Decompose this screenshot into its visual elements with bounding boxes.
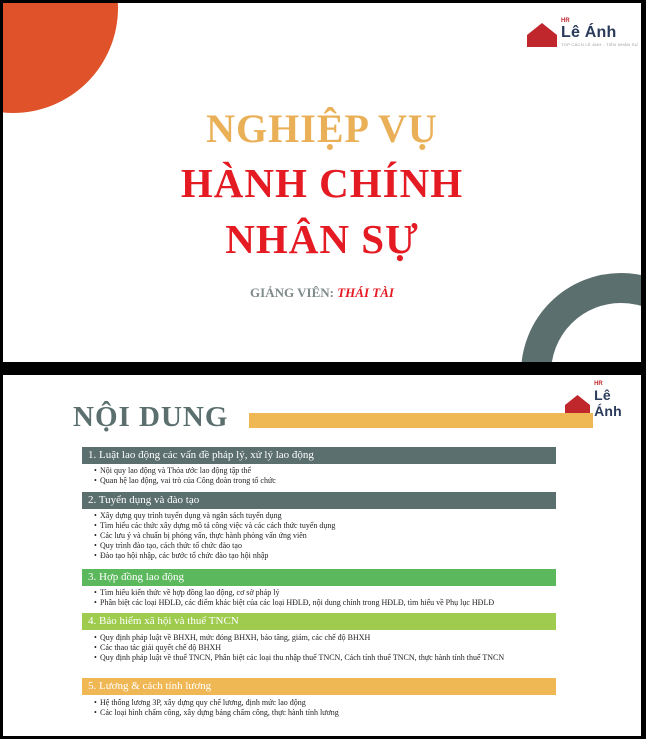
title-slide — [3, 3, 641, 362]
list-item: • Nội quy lao động và Thỏa ước lao động tập thể — [94, 466, 554, 476]
list-item: • Quy định pháp luật về thuế TNCN, Phân biệt các loại thu nhập thuế TNCN, Cách tính thuế TNCN, thực hành tính thuế TNCN — [94, 653, 554, 663]
lecturer-label: GIẢNG VIÊN: — [250, 285, 334, 300]
list-item: • Phân biệt các loại HĐLĐ, các điểm khác biệt của các loại HĐLĐ, nội dung chính trong HĐLĐ, tìm hiểu về Phụ lục HĐLĐ — [94, 598, 554, 608]
section-items-2 — [94, 511, 554, 561]
section-items-4 — [94, 633, 554, 663]
decor-circle-top-left — [3, 3, 118, 113]
title-line-2: HÀNH CHÍNH — [180, 160, 464, 206]
section-items-5 — [94, 698, 554, 718]
list-item: • Xây dựng quy trình tuyển dụng và ngân sách tuyển dụng — [94, 511, 554, 521]
logo-name: Lê Ánh — [561, 23, 617, 41]
section-title: 1. Luật lao động các vấn đề pháp lý, xử lý lao động — [88, 449, 314, 461]
section-header-1 — [82, 447, 556, 464]
contents-slide — [3, 375, 641, 736]
section-title: 4. Bảo hiểm xã hội và thuế TNCN — [88, 615, 239, 627]
section-header-5 — [82, 678, 556, 695]
list-item: • Đào tạo hội nhập, các bước tổ chức đào tạo hội nhập — [94, 551, 554, 561]
section-items-3 — [94, 588, 554, 608]
section-header-3 — [82, 569, 556, 586]
lecturer-name: THÁI TÀI — [337, 285, 394, 300]
lecturer-line — [3, 285, 641, 301]
heading-accent-bar — [249, 413, 593, 428]
logo-hr: HR — [561, 17, 570, 24]
title-line-3: NHÂN SỰ — [225, 216, 419, 262]
list-item: • Quy trình đào tạo, cách thức tổ chức đào tạo — [94, 541, 554, 551]
list-item: • Quan hệ lao động, vai trò của Công đoàn trong tổ chức — [94, 476, 554, 486]
logo-mark-icon — [527, 23, 557, 47]
company-logo — [527, 17, 639, 47]
logo-tagline: TOP CÁCH LÊ ÁNH - TIÊN NHÂN SỰ — [561, 41, 639, 47]
title-line-1: NGHIỆP VỤ — [206, 106, 438, 151]
list-item: • Tìm hiểu các thức xây dựng mô tả công việc và các cách thức tuyển dụng — [94, 521, 554, 531]
section-title: 2. Tuyển dụng và đào tạo — [88, 494, 200, 506]
logo-name: Lê Ánh — [594, 387, 622, 419]
section-title: 5. Lương & cách tính lương — [88, 680, 212, 692]
logo-mark-icon — [565, 393, 590, 413]
section-header-2 — [82, 492, 556, 509]
list-item: • Các lưu ý và chuẩn bị phỏng vấn, thực hành phỏng vấn ứng viên — [94, 531, 554, 541]
logo-hr: HR — [594, 381, 603, 387]
contents-heading: NỘI DUNG — [73, 401, 229, 433]
list-item: • Các thao tác giải quyết chế độ BHXH — [94, 643, 554, 653]
section-header-4 — [82, 613, 556, 630]
list-item: • Tìm hiểu kiến thức về hợp đồng lao động, cơ sở pháp lý — [94, 588, 554, 598]
list-item: • Quy định pháp luật về BHXH, mức đóng BHXH, báo tăng, giảm, các chế độ BHXH — [94, 633, 554, 643]
section-title: 3. Hợp đồng lao động — [88, 571, 184, 583]
list-item: • Các loại hình chấm công, xây dựng bảng chấm công, thực hành tính lương — [94, 708, 554, 718]
list-item: • Hệ thống lương 3P, xây dựng quy chế lương, định mức lao động — [94, 698, 554, 708]
section-items-1 — [94, 466, 554, 486]
